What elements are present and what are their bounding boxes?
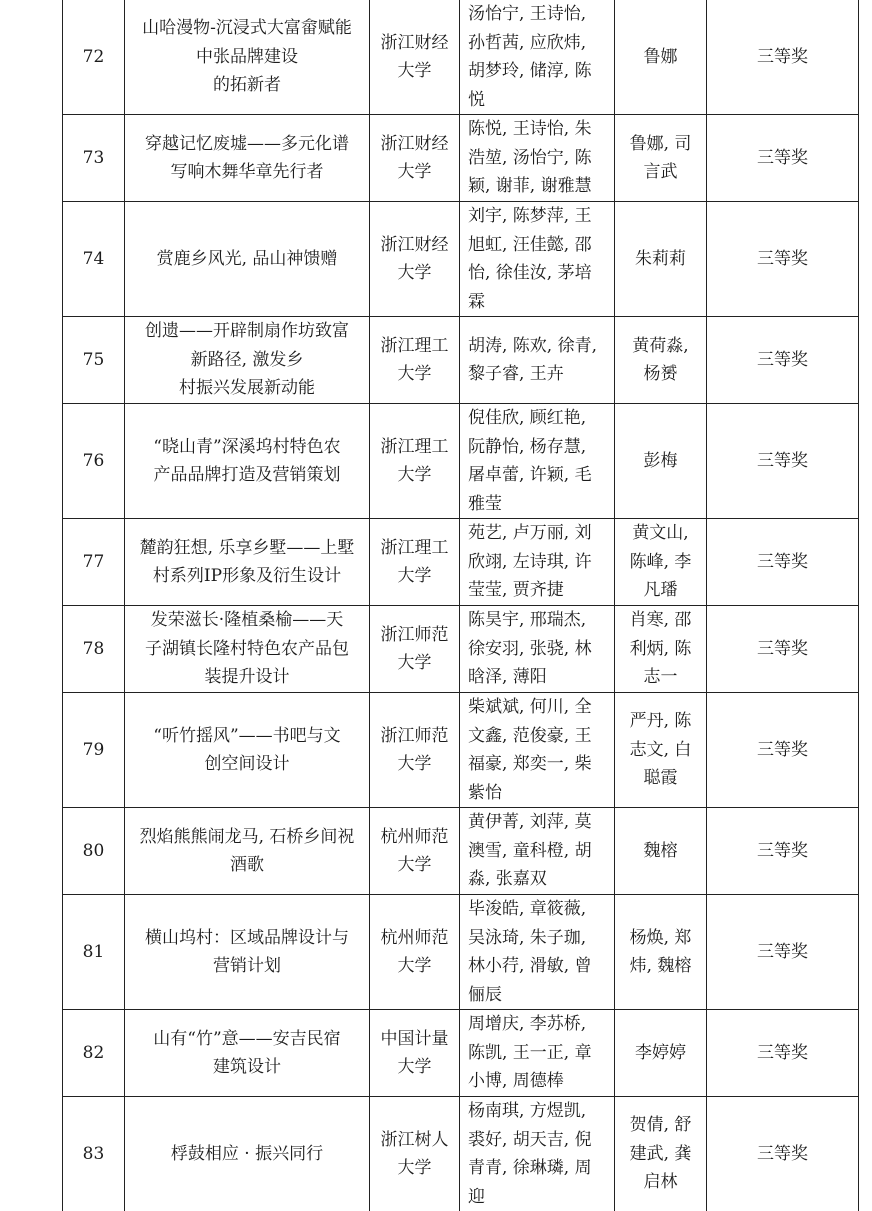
team-members-line: 青青, 徐琳璘, 周 [468, 1154, 606, 1183]
school-name [370, 693, 460, 808]
school-name [370, 115, 460, 202]
row-number: 76 [63, 404, 125, 519]
school-name-line: 大学 [376, 952, 453, 981]
advisor-names-line: 鲁娜, 司 [621, 130, 700, 159]
team-members [460, 1010, 615, 1097]
project-name-line: 子湖镇长隆村特色农产品包 [131, 635, 363, 664]
project-name-line: 中张品牌建设 [131, 43, 363, 72]
school-name [370, 0, 460, 115]
team-members-line: 阮静怡, 杨存慧, [468, 433, 606, 462]
project-name [125, 1010, 370, 1097]
award-level: 三等奖 [707, 693, 859, 808]
team-members [460, 404, 615, 519]
advisor-names-line: 朱莉莉 [621, 245, 700, 274]
award-level: 三等奖 [707, 606, 859, 693]
team-members-line: 陈昊宇, 邢瑞杰, [468, 606, 606, 635]
team-members-line: 欣翊, 左诗琪, 许 [468, 548, 606, 577]
table-row [63, 895, 859, 1010]
team-members [460, 693, 615, 808]
team-members [460, 519, 615, 606]
advisor-names [615, 519, 707, 606]
award-level: 三等奖 [707, 1097, 859, 1211]
advisor-names-line: 严丹, 陈 [621, 707, 700, 736]
project-name-line: 桴鼓相应 · 振兴同行 [131, 1140, 363, 1169]
award-level: 三等奖 [707, 317, 859, 404]
team-members-line: 胡梦玲, 储淳, 陈 [468, 57, 606, 86]
school-name [370, 808, 460, 895]
team-members [460, 202, 615, 317]
project-name-line: 写响木舞华章先行者 [131, 158, 363, 187]
school-name [370, 202, 460, 317]
project-name-line: 横山坞村：区域品牌设计与 [131, 924, 363, 953]
team-members-line: 杨南琪, 方煜凯, [468, 1097, 606, 1126]
award-level: 三等奖 [707, 0, 859, 115]
award-level: 三等奖 [707, 404, 859, 519]
project-name-line: 村系列IP形象及衍生设计 [131, 562, 363, 591]
school-name-line: 大学 [376, 649, 453, 678]
school-name-line: 大学 [376, 158, 453, 187]
advisor-names-line: 陈峰, 李 [621, 548, 700, 577]
advisor-names [615, 202, 707, 317]
table-row [63, 1097, 859, 1211]
school-name-line: 浙江树人 [376, 1126, 453, 1155]
project-name-line: 产品品牌打造及营销策划 [131, 461, 363, 490]
advisor-names-line: 杨赟 [621, 360, 700, 389]
advisor-names [615, 404, 707, 519]
row-number: 72 [63, 0, 125, 115]
award-level: 三等奖 [707, 808, 859, 895]
school-name-line: 浙江财经 [376, 29, 453, 58]
advisor-names [615, 0, 707, 115]
advisor-names-line: 聪霞 [621, 764, 700, 793]
team-members-line: 苑艺, 卢万丽, 刘 [468, 519, 606, 548]
school-name-line: 大学 [376, 259, 453, 288]
school-name-line: 浙江师范 [376, 722, 453, 751]
team-members-line: 胡涛, 陈欢, 徐青, [468, 332, 606, 361]
table-row [63, 202, 859, 317]
school-name-line: 大学 [376, 57, 453, 86]
advisor-names-line: 黄荷淼, [621, 332, 700, 361]
advisor-names-line: 肖寒, 邵 [621, 606, 700, 635]
project-name-line: 麓韵狂想, 乐享乡墅——上墅 [131, 534, 363, 563]
table-row [63, 317, 859, 404]
school-name-line: 大学 [376, 461, 453, 490]
awards-table-body [63, 0, 859, 1211]
school-name [370, 519, 460, 606]
team-members-line: 毕浚皓, 章筱薇, [468, 895, 606, 924]
team-members-line: 雅莹 [468, 490, 606, 519]
school-name-line: 浙江财经 [376, 231, 453, 260]
team-members-line: 吴泳琦, 朱子珈, [468, 924, 606, 953]
advisor-names-line: 彭梅 [621, 447, 700, 476]
project-name-line: 装提升设计 [131, 663, 363, 692]
advisor-names-line: 黄文山, [621, 519, 700, 548]
table-row [63, 404, 859, 519]
team-members [460, 115, 615, 202]
school-name-line: 中国计量 [376, 1025, 453, 1054]
project-name-line: 创遗——开辟制扇作坊致富 [131, 317, 363, 346]
team-members-line: 霖 [468, 288, 606, 317]
advisor-names [615, 1097, 707, 1211]
team-members-line: 小博, 周德棒 [468, 1067, 606, 1096]
school-name-line: 杭州师范 [376, 823, 453, 852]
table-row [63, 0, 859, 115]
advisor-names [615, 115, 707, 202]
advisor-names-line: 志一 [621, 663, 700, 692]
team-members [460, 895, 615, 1010]
advisor-names-line: 李婷婷 [621, 1039, 700, 1068]
award-level: 三等奖 [707, 202, 859, 317]
project-name-line: 山有“竹”意——安吉民宿 [131, 1025, 363, 1054]
team-members-line: 倪佳欣, 顾红艳, [468, 404, 606, 433]
team-members [460, 317, 615, 404]
team-members-line: 迎 [468, 1183, 606, 1211]
school-name-line: 大学 [376, 851, 453, 880]
team-members-line: 福豪, 郑奕一, 柴 [468, 750, 606, 779]
team-members-line: 周增庆, 李苏桥, [468, 1010, 606, 1039]
advisor-names [615, 606, 707, 693]
advisor-names-line: 建武, 龚 [621, 1140, 700, 1169]
project-name-line: 新路径, 激发乡 [131, 346, 363, 375]
school-name-line: 大学 [376, 1053, 453, 1082]
advisor-names [615, 1010, 707, 1097]
advisor-names-line: 贺倩, 舒 [621, 1111, 700, 1140]
row-number: 75 [63, 317, 125, 404]
project-name [125, 115, 370, 202]
school-name-line: 大学 [376, 750, 453, 779]
school-name-line: 杭州师范 [376, 924, 453, 953]
team-members [460, 808, 615, 895]
table-row [63, 606, 859, 693]
row-number: 80 [63, 808, 125, 895]
advisor-names-line: 利炳, 陈 [621, 635, 700, 664]
awards-table [62, 0, 859, 1211]
table-row [63, 519, 859, 606]
team-members [460, 606, 615, 693]
advisor-names-line: 言武 [621, 158, 700, 187]
team-members-line: 柴斌斌, 何川, 全 [468, 693, 606, 722]
advisor-names-line: 凡璠 [621, 576, 700, 605]
project-name-line: “晓山青”深溪坞村特色农 [131, 433, 363, 462]
team-members-line: 黎子睿, 王卉 [468, 360, 606, 389]
project-name [125, 606, 370, 693]
team-members-line: 紫怡 [468, 779, 606, 808]
school-name-line: 浙江理工 [376, 332, 453, 361]
project-name [125, 808, 370, 895]
advisor-names-line: 魏榕 [621, 837, 700, 866]
advisor-names-line: 炜, 魏榕 [621, 952, 700, 981]
team-members-line: 黄伊菁, 刘萍, 莫 [468, 808, 606, 837]
row-number: 82 [63, 1010, 125, 1097]
team-members-line: 陈凯, 王一正, 章 [468, 1039, 606, 1068]
advisor-names-line: 鲁娜 [621, 43, 700, 72]
row-number: 78 [63, 606, 125, 693]
project-name-line: 建筑设计 [131, 1053, 363, 1082]
project-name-line: 烈焰熊熊闹龙马, 石桥乡间祝 [131, 823, 363, 852]
school-name-line: 大学 [376, 562, 453, 591]
table-row [63, 1010, 859, 1097]
team-members-line: 悦 [468, 86, 606, 115]
advisor-names [615, 895, 707, 1010]
team-members-line: 俪辰 [468, 981, 606, 1010]
team-members-line: 徐安羽, 张骁, 林 [468, 635, 606, 664]
project-name [125, 1097, 370, 1211]
project-name-line: 发荣滋长·隆植桑榆——天 [131, 606, 363, 635]
project-name-line: 创空间设计 [131, 750, 363, 779]
team-members-line: 怡, 徐佳汝, 茅培 [468, 259, 606, 288]
team-members-line: 颖, 谢菲, 谢雅慧 [468, 172, 606, 201]
school-name [370, 1010, 460, 1097]
school-name [370, 404, 460, 519]
school-name-line: 浙江理工 [376, 433, 453, 462]
team-members-line: 裘好, 胡天吉, 倪 [468, 1126, 606, 1155]
advisor-names [615, 693, 707, 808]
school-name [370, 317, 460, 404]
project-name [125, 202, 370, 317]
team-members-line: 孙哲茜, 应欣炜, [468, 29, 606, 58]
school-name-line: 浙江财经 [376, 130, 453, 159]
advisor-names-line: 启林 [621, 1168, 700, 1197]
project-name-line: 的拓新者 [131, 71, 363, 100]
school-name-line: 浙江理工 [376, 534, 453, 563]
row-number: 79 [63, 693, 125, 808]
project-name-line: 穿越记忆废墟——多元化谱 [131, 130, 363, 159]
school-name-line: 大学 [376, 360, 453, 389]
school-name-line: 浙江师范 [376, 621, 453, 650]
project-name [125, 0, 370, 115]
team-members-line: 汤怡宁, 王诗怡, [468, 0, 606, 29]
team-members [460, 0, 615, 115]
row-number: 73 [63, 115, 125, 202]
advisor-names-line: 志文, 白 [621, 736, 700, 765]
award-level: 三等奖 [707, 895, 859, 1010]
team-members-line: 屠卓蕾, 许颖, 毛 [468, 461, 606, 490]
school-name [370, 606, 460, 693]
project-name-line: 山哈漫物-沉浸式大富畲赋能 [131, 14, 363, 43]
project-name-line: “听竹摇风”——书吧与文 [131, 722, 363, 751]
team-members-line: 陈悦, 王诗怡, 朱 [468, 115, 606, 144]
team-members-line: 淼, 张嘉双 [468, 865, 606, 894]
table-row [63, 115, 859, 202]
table-row [63, 808, 859, 895]
project-name [125, 519, 370, 606]
project-name-line: 赏鹿乡风光, 品山神馈赠 [131, 245, 363, 274]
team-members-line: 浩堃, 汤怡宁, 陈 [468, 144, 606, 173]
team-members-line: 澳雪, 童科橙, 胡 [468, 837, 606, 866]
row-number: 83 [63, 1097, 125, 1211]
award-level: 三等奖 [707, 1010, 859, 1097]
team-members-line: 莹莹, 贾齐捷 [468, 576, 606, 605]
advisor-names-line: 杨焕, 郑 [621, 924, 700, 953]
table-row [63, 693, 859, 808]
team-members-line: 刘宇, 陈梦萍, 王 [468, 202, 606, 231]
advisor-names [615, 317, 707, 404]
team-members-line: 文鑫, 范俊豪, 王 [468, 722, 606, 751]
team-members [460, 1097, 615, 1211]
project-name [125, 693, 370, 808]
project-name [125, 317, 370, 404]
project-name-line: 酒歌 [131, 851, 363, 880]
row-number: 77 [63, 519, 125, 606]
award-level: 三等奖 [707, 115, 859, 202]
project-name-line: 村振兴发展新动能 [131, 374, 363, 403]
school-name [370, 895, 460, 1010]
school-name [370, 1097, 460, 1211]
team-members-line: 林小荇, 滑敏, 曾 [468, 952, 606, 981]
team-members-line: 晗泽, 薄阳 [468, 663, 606, 692]
team-members-line: 旭虹, 汪佳懿, 邵 [468, 231, 606, 260]
row-number: 74 [63, 202, 125, 317]
award-level: 三等奖 [707, 519, 859, 606]
school-name-line: 大学 [376, 1154, 453, 1183]
project-name-line: 营销计划 [131, 952, 363, 981]
row-number: 81 [63, 895, 125, 1010]
project-name [125, 404, 370, 519]
project-name [125, 895, 370, 1010]
advisor-names [615, 808, 707, 895]
